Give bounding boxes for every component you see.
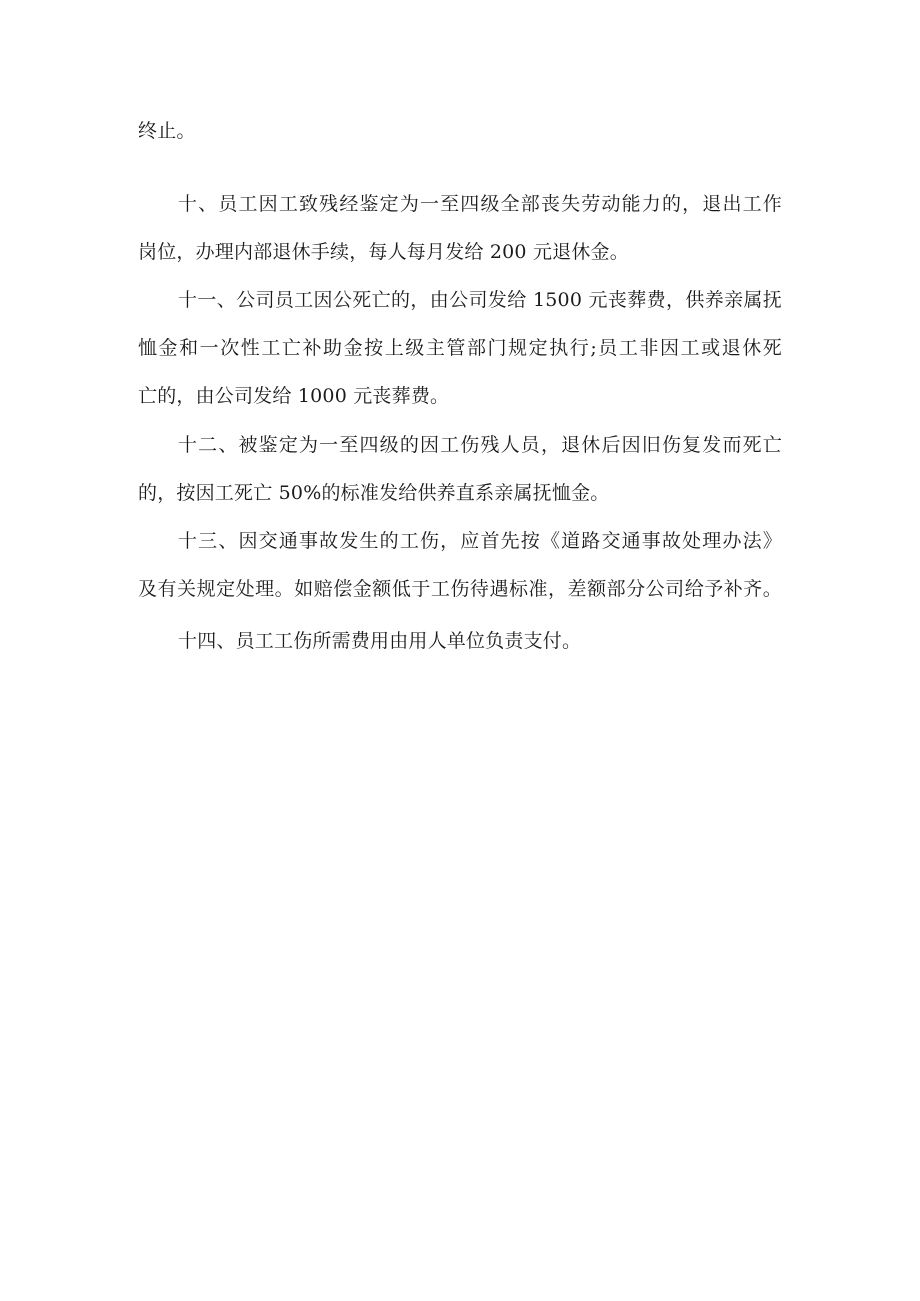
paragraph-11-line-2: 恤金和一次性工亡补助金按上级主管部门规定执行;员工非因工或退休死 — [138, 337, 782, 359]
paragraph-10-line-1: 十、员工因工致残经鉴定为一至四级全部丧失劳动能力的，退出工作 — [178, 193, 782, 215]
paragraph-14-line-1: 十四、员工工伤所需费用由用人单位负责支付。 — [178, 630, 582, 652]
paragraph-11-line-3: 亡的，由公司发给 1000 元丧葬费。 — [138, 385, 450, 407]
paragraph-9-end: 终止。 — [138, 120, 196, 142]
paragraph-10-line-2: 岗位，办理内部退休手续，每人每月发给 200 元退休金。 — [138, 241, 629, 263]
paragraph-13-line-2: 及有关规定处理。如赔偿金额低于工伤待遇标准，差额部分公司给予补齐。 — [138, 578, 782, 600]
paragraph-12-line-2: 的，按因工死亡 50%的标准发给供养直系亲属抚恤金。 — [138, 482, 610, 504]
paragraph-11-line-1: 十一、公司员工因公死亡的，由公司发给 1500 元丧葬费，供养亲属抚 — [178, 289, 782, 311]
paragraph-13-line-1: 十三、因交通事故发生的工伤，应首先按《道路交通事故处理办法》 — [178, 530, 782, 552]
paragraph-12-line-1: 十二、被鉴定为一至四级的因工伤残人员，退休后因旧伤复发而死亡 — [178, 434, 782, 456]
